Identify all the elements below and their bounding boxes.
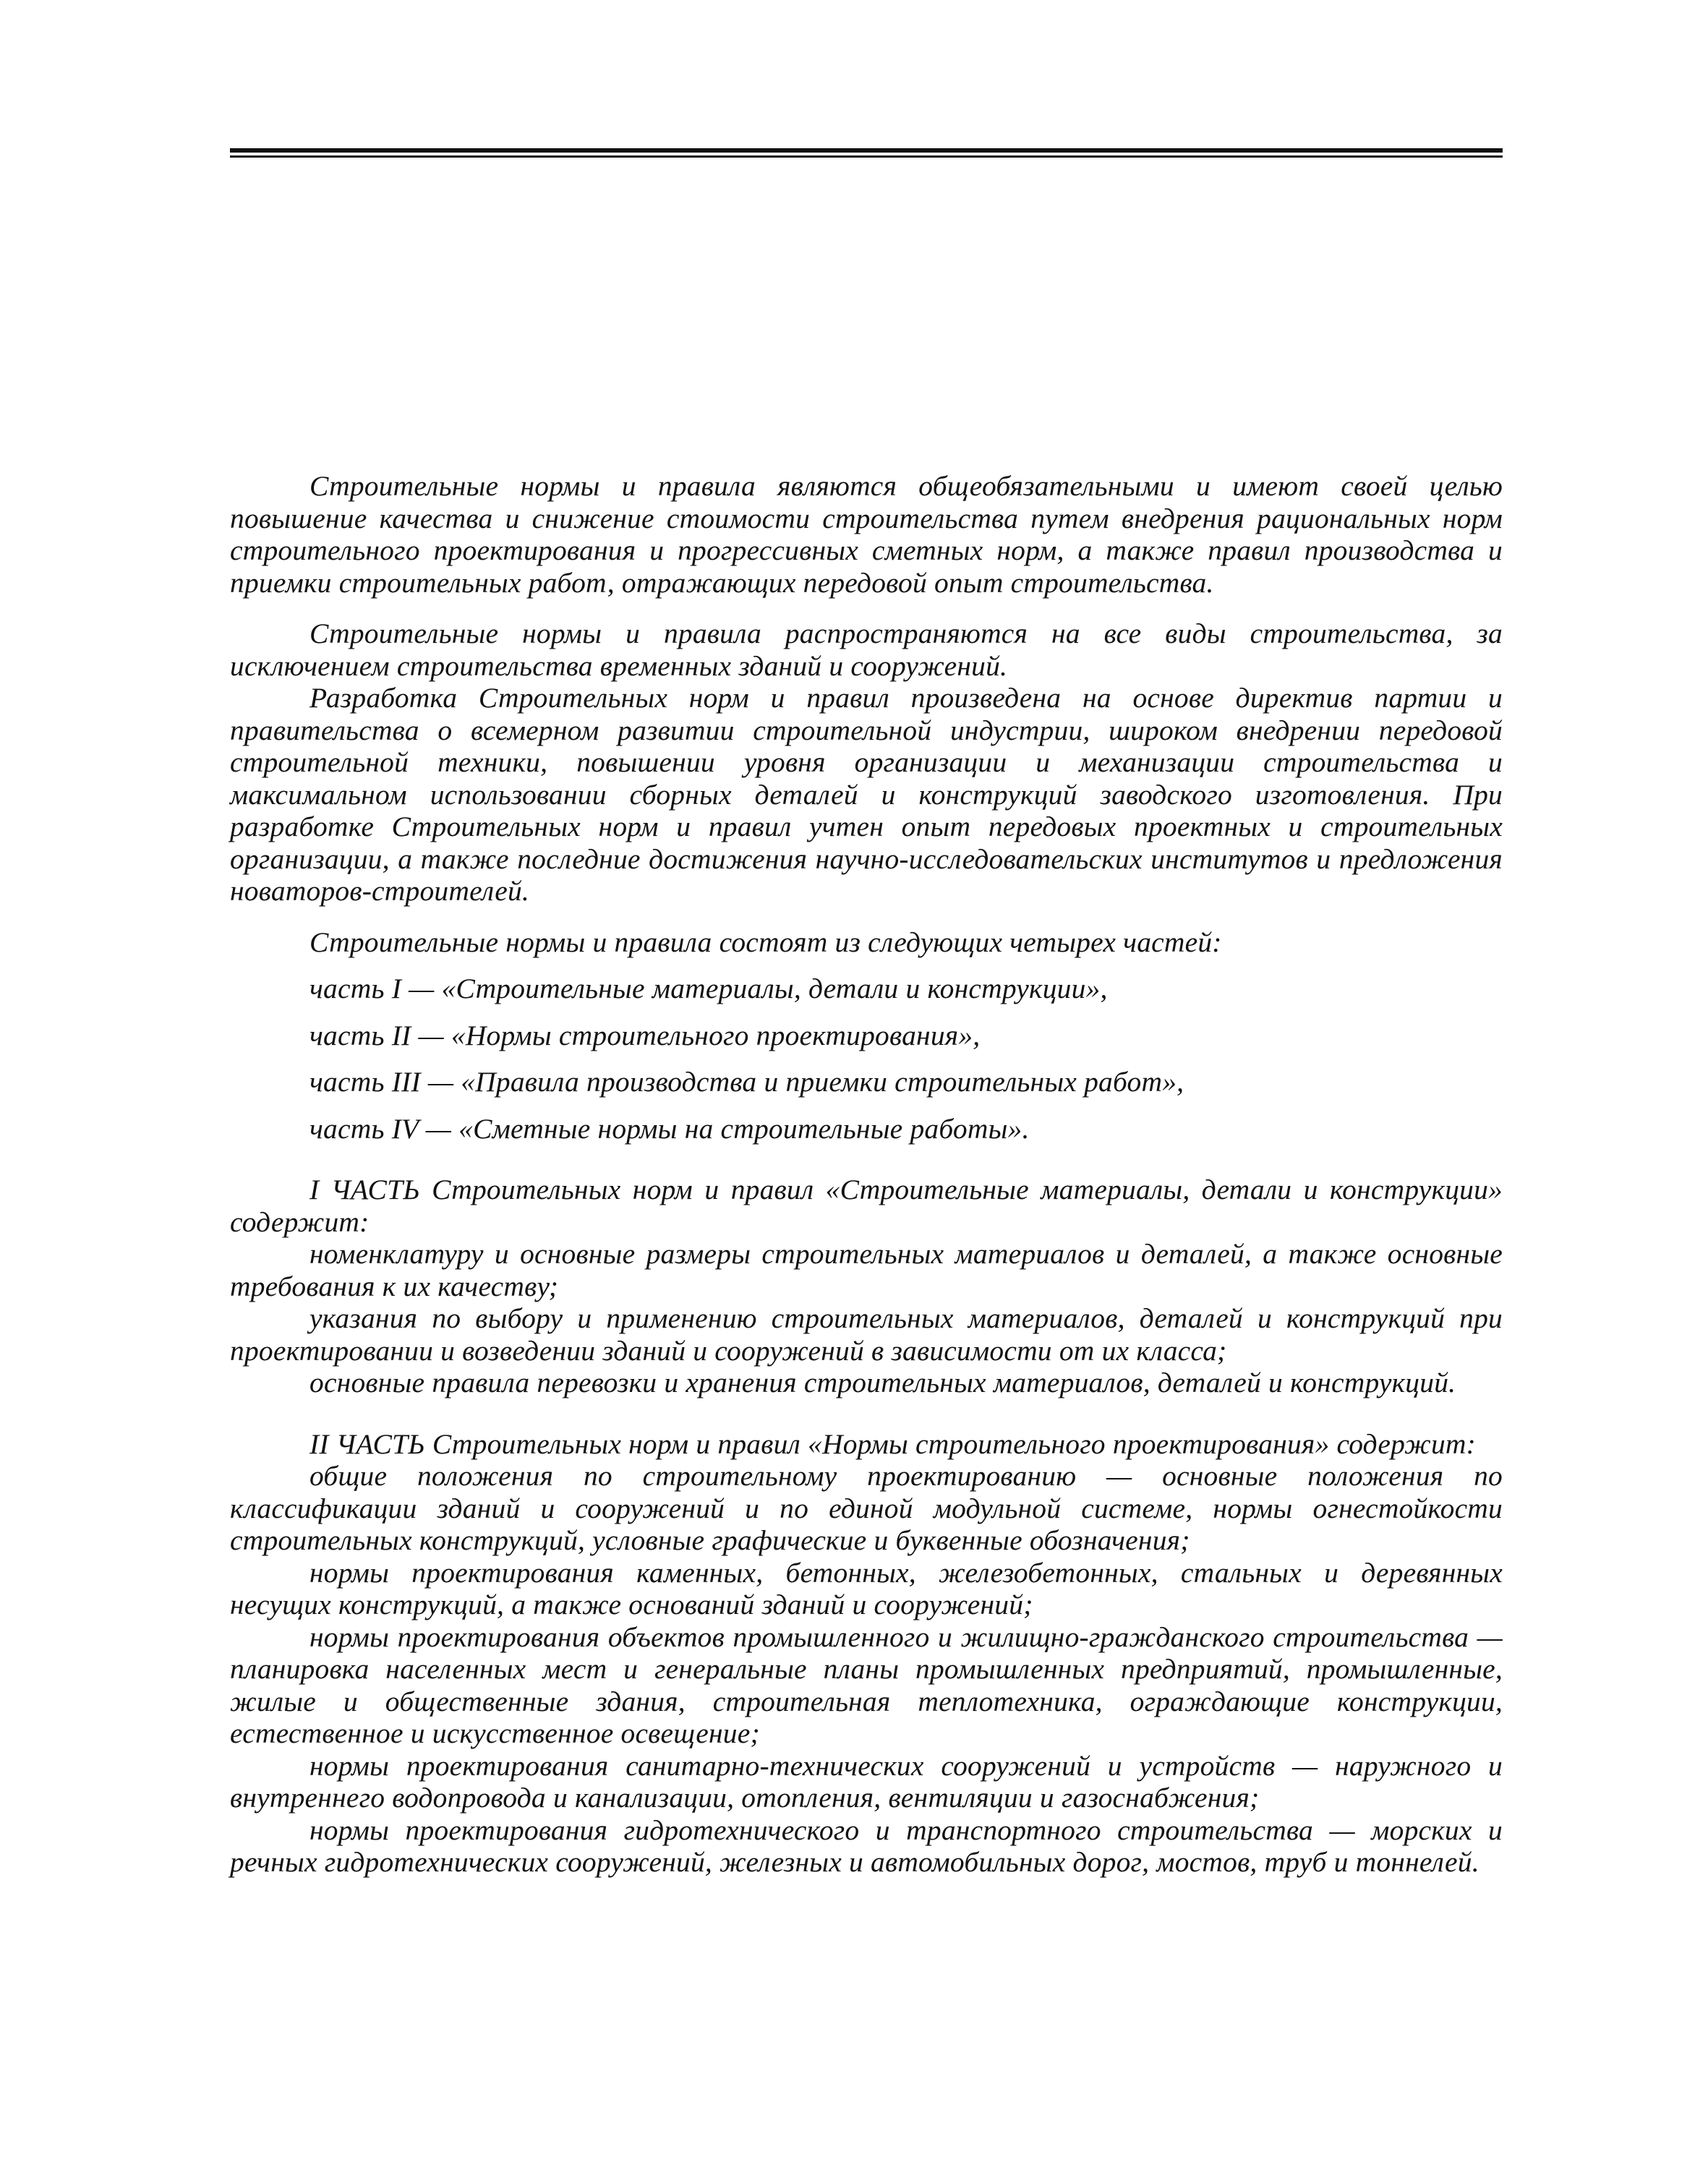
part2-item: нормы проектирования каменных, бетонных, железобетонных, стальных и деревянных несущих конструкций, а также оснований зданий и сооружений; [230,1556,1503,1620]
rule-thin-line [230,155,1503,158]
part-4-line: часть IV — «Сметные нормы на строительные работы». [309,1112,1030,1145]
top-double-rule [230,148,1503,158]
part-3-line: часть III — «Правила производства и приемки строительных работ», [309,1066,1184,1098]
document-body [230,470,1503,1879]
part1-heading: I ЧАСТЬ Строительных норм и правил «Строительные материалы, детали и конструкции» содержит: [230,1174,1503,1238]
part1-item: номенклатуру и основные размеры строительных материалов и деталей, а также основные требования к их качеству; [230,1238,1503,1302]
part2-item: нормы проектирования объектов промышленного и жилищно-гражданского строительства — планировка населенных мест и генеральные планы промышленных предприятий, промышленные, жилые и общественные здания, строительная теплотехника, ограждающие конструкции, естественное и искусственное освещение; [230,1620,1503,1749]
rule-thick-line [230,148,1503,153]
part2-item: общие положения по строительному проектированию — основные положения по классификации зданий и сооружений и по единой модульной системе, нормы огнестойкости строительных конструкций, условные графические и буквенные обозначения; [230,1460,1503,1556]
part2-heading: II ЧАСТЬ Строительных норм и правил «Нормы строительного проектирования» содержит: [309,1427,1477,1460]
part-1-line: часть I — «Строительные материалы, детали и конструкции», [309,973,1108,1004]
part2-item: нормы проектирования гидротехнического и транспортного строительства — морских и речных гидротехнических сооружений, железных и автомобильных дорог, мостов, труб и тоннелей. [230,1814,1503,1878]
paragraph-development: Разработка Строительных норм и правил произведена на основе директив партии и правительства о всемерном развитии строительной индустрии, широком внедрении передовой строительной техники, повышении уровня организации и механизации строительства и максимальном использовании сборных деталей и конструкций заводского изготовления. При разработке Строительных норм и правил учтен опыт передовых проектных и строительных организации, а также последние достижения научно-исследовательских институтов и предложения новаторов-строителей. [230,682,1503,907]
part-2-line: часть II — «Нормы строительного проектирования», [309,1019,981,1051]
parts-intro: Строительные нормы и правила состоят из следующих четырех частей: [309,926,1222,958]
part1-item: указания по выбору и применению строительных материалов, деталей и конструкций при проектировании и возведении зданий и сооружений в зависимости от их класса; [230,1302,1503,1367]
part1-item: основные правила перевозки и хранения строительных материалов, деталей и конструкций. [309,1367,1456,1398]
paragraph-scope: Строительные нормы и правила распространяются на все виды строительства, за исключением строительства временных зданий и сооружений. [230,618,1503,682]
paragraph-purpose: Строительные нормы и правила являются общеобязательными и имеют своей целью повышение качества и снижение стоимости строительства путем внедрения рациональных норм строительного проектирования и прогрессивных сметных норм, а также правил производства и приемки строительных работ, отражающих передовой опыт строительства. [230,470,1503,599]
part2-item: нормы проектирования санитарно-технических сооружений и устройств — наружного и внутреннего водопровода и канализации, отопления, вентиляции и газоснабжения; [230,1749,1503,1814]
